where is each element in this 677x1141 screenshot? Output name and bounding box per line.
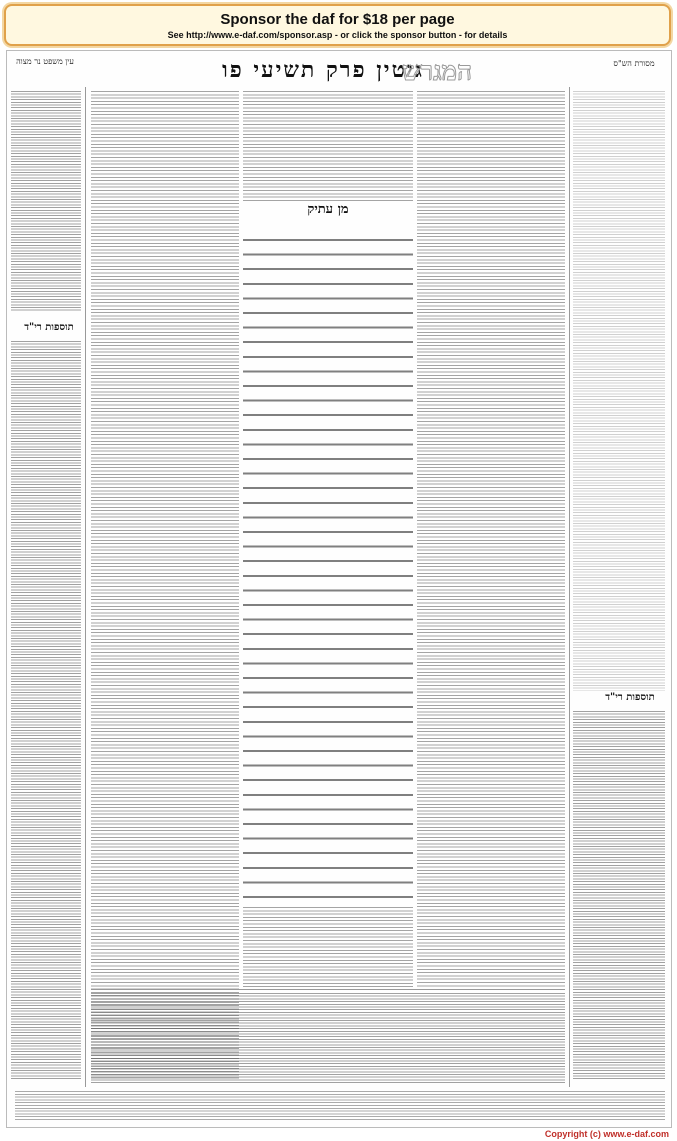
gemara-text [243, 239, 413, 899]
hagahot-footnotes [15, 1091, 665, 1121]
ein-mishpat-column [11, 91, 81, 311]
lower-commentary [91, 993, 565, 1085]
rashi-column [417, 91, 565, 987]
left-margin-divider [85, 87, 86, 1087]
right-tosafot-column [573, 711, 665, 1081]
copyright-notice: Copyright (c) www.e-daf.com [544, 1129, 669, 1139]
sponsor-title: Sponsor the daf for $18 per page [220, 11, 455, 28]
mesoret-hashas-column [573, 91, 665, 691]
sponsor-banner[interactable] [4, 4, 671, 46]
gemara-block [243, 203, 413, 903]
right-tosafot-heading: תוספות רי"ד [597, 691, 663, 704]
gemara-opening-words: מן עתיק [307, 203, 349, 217]
talmud-page [6, 50, 672, 1128]
mesoret-hashas-label: מסורת הש"ס [613, 59, 655, 68]
lower-divider [91, 989, 565, 990]
chapter-outline-title: המגרש [401, 57, 473, 87]
ein-mishpat-label: עין משפט נר מצוה [16, 57, 74, 66]
daf-title: גיטין פרק תשיעי פו [222, 57, 424, 83]
left-tosafot-heading: תוספות רי"ד [17, 321, 81, 334]
right-margin-divider [569, 87, 570, 1087]
sponsor-subtitle: See http://www.e-daf.com/sponsor.asp - or click the sponsor button - for details [167, 30, 508, 40]
gemara-top-commentary [243, 91, 413, 201]
left-tosafot-column [11, 341, 81, 1081]
tosafot-column [91, 91, 239, 1081]
gemara-bottom-commentary [243, 907, 413, 987]
